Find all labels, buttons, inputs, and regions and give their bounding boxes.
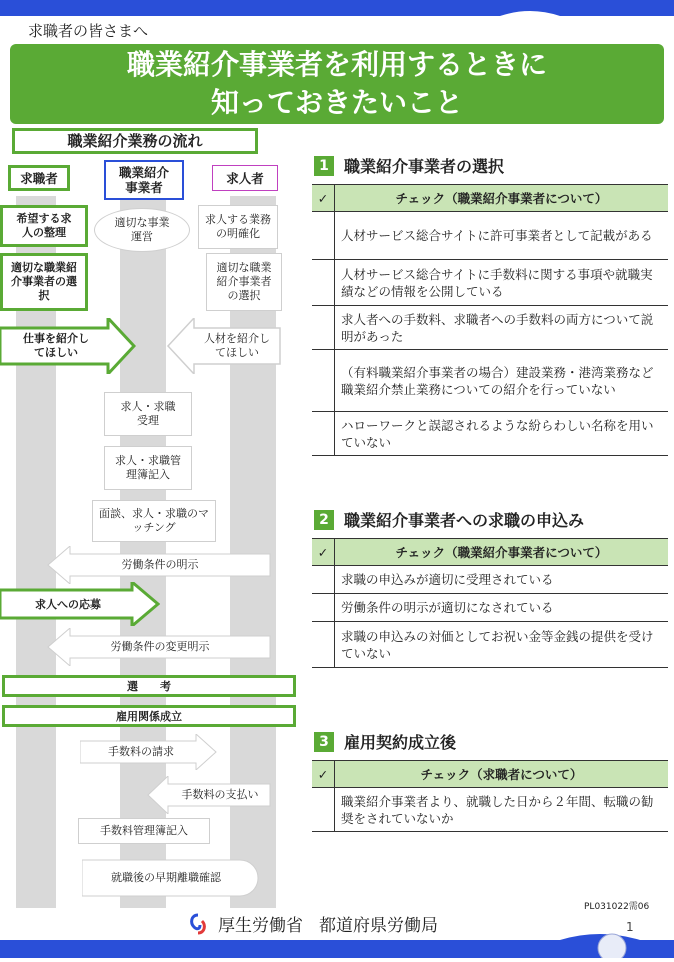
check-item: 求職の申込みが適切に受理されている (335, 566, 669, 594)
page-number: 1 (626, 920, 634, 934)
check-item: 求職の申込みの対価としてお祝い金等金銭の提供を受けていない (335, 622, 669, 668)
check-item: 職業紹介事業者より、就職した日から２年間、転職の勧奨をされていないか (335, 788, 669, 832)
check-mark-header: ✓ (312, 761, 335, 788)
selection-bar: 選 考 (2, 675, 296, 697)
section-2-heading (314, 508, 584, 531)
table-row (312, 412, 668, 456)
agency-step-receive-label: 求人・求職受理 (120, 400, 176, 427)
flow-title: 職業紹介業務の流れ (12, 128, 258, 154)
employment-established-bar: 雇用関係成立 (2, 705, 296, 727)
section-3-title: 雇用契約成立後 (344, 733, 457, 752)
emp-step-clarify (198, 205, 278, 249)
checklist-header: チェック（求職者について） (335, 761, 669, 788)
table-row (312, 622, 668, 668)
checkbox-cell[interactable] (312, 260, 335, 306)
fee-register-box: 手数料管理簿記入 (78, 818, 210, 844)
check-item: ハローワークと誤認されるような紛らわしい名称を用いていない (335, 412, 669, 456)
checklist-header: チェック（職業紹介事業者について） (335, 539, 669, 566)
fee-request-label: 手数料の請求 (108, 745, 174, 758)
js-step-organize-label: 希望する求人の整理 (16, 212, 72, 239)
section-2-checklist (312, 538, 668, 668)
section-2-number: 2 (314, 510, 334, 530)
check-item: 労働条件の明示が適切になされている (335, 594, 669, 622)
emp-request-text: 人材を紹介してほしい (204, 332, 270, 359)
emp-request-label (196, 330, 278, 362)
header-employer: 求人者 (212, 165, 278, 191)
table-row (312, 788, 668, 832)
check-item: 人材サービス総合サイトに手数料に関する事項や就職実績などの情報を公開している (335, 260, 669, 306)
conditions-label: 労働条件の明示 (121, 558, 199, 571)
after-check-label: 就職後の早期離職確認 (111, 871, 221, 884)
section-3-checklist (312, 760, 668, 832)
emp-step-select-agency (206, 253, 282, 311)
agency-step-matching (92, 500, 216, 542)
checkbox-cell[interactable] (312, 212, 335, 260)
table-row (312, 350, 668, 412)
check-mark-header: ✓ (312, 185, 335, 212)
checkbox-cell[interactable] (312, 350, 335, 412)
fee-payment-label: 手数料の支払い (181, 788, 259, 801)
table-row (312, 566, 668, 594)
checkbox-cell[interactable] (312, 594, 335, 622)
header-jobseeker: 求職者 (8, 165, 70, 191)
bureau-name: 都道府県労働局 (319, 916, 438, 936)
top-wave-decoration (0, 0, 674, 16)
document-code: PL031022需06 (584, 902, 650, 912)
header-agency (104, 160, 184, 200)
check-mark-header: ✓ (312, 539, 335, 566)
apply-label: 求人への応募 (35, 598, 101, 611)
changed-conditions-label: 労働条件の変更明示 (110, 640, 210, 653)
agency-step-matching-label: 面談、求人・求職のマッチング (99, 507, 209, 534)
checkbox-cell[interactable] (312, 306, 335, 350)
checkbox-cell[interactable] (312, 566, 335, 594)
ministry-logo-icon (188, 913, 208, 935)
check-item: 求人者への手数料、求職者への手数料の両方について説明があった (335, 306, 669, 350)
section-1-title: 職業紹介事業者の選択 (344, 157, 505, 176)
agency-step-register-label: 求人・求職管理簿記入 (115, 454, 181, 481)
top-band (0, 0, 674, 16)
title-line-2: 知っておきたいこと (210, 86, 463, 119)
audience-label: 求職者の皆さまへ (28, 22, 149, 40)
table-header-row (312, 539, 668, 566)
section-1-checklist (312, 184, 668, 456)
header-agency-label: 職業紹介事業者 (118, 165, 169, 195)
checkbox-cell[interactable] (312, 412, 335, 456)
section-1-heading (314, 154, 504, 177)
section-3-heading (314, 730, 456, 753)
footer (188, 911, 438, 936)
table-row (312, 594, 668, 622)
section-2-title: 職業紹介事業者への求職の申込み (344, 511, 585, 530)
js-request-text: 仕事を紹介してほしい (23, 332, 89, 359)
checklist-header: チェック（職業紹介事業者について） (335, 185, 669, 212)
checkbox-cell[interactable] (312, 788, 335, 832)
js-step-select-agency (0, 253, 88, 311)
agency-step-receive (104, 392, 192, 436)
agency-step-register (104, 446, 192, 490)
section-3-number: 3 (314, 732, 334, 752)
table-header-row (312, 185, 668, 212)
table-row (312, 212, 668, 260)
table-row (312, 260, 668, 306)
js-step-select-agency-label: 適切な職業紹介事業者の選択 (11, 261, 77, 302)
table-header-row (312, 761, 668, 788)
js-step-organize (0, 205, 88, 247)
checkbox-cell[interactable] (312, 622, 335, 668)
ministry-name: 厚生労働省 (218, 916, 303, 936)
table-row (312, 306, 668, 350)
section-1-number: 1 (314, 156, 334, 176)
title-line-1: 職業紹介事業者を利用するときに (126, 48, 547, 81)
page-title (10, 44, 664, 124)
emp-step-clarify-label: 求人する業務の明確化 (205, 213, 271, 240)
check-item: 人材サービス総合サイトに許可事業者として記載がある (335, 212, 669, 260)
agency-proper-operation-label: 適切な事業運営 (114, 216, 170, 243)
emp-step-select-agency-label: 適切な職業紹介事業者の選択 (216, 261, 272, 302)
agency-proper-operation (94, 208, 190, 252)
check-item: （有料職業紹介事業者の場合）建設業務・港湾業務など職業紹介禁止業務についての紹介を行っていない (335, 350, 669, 412)
js-request-label (6, 330, 106, 362)
